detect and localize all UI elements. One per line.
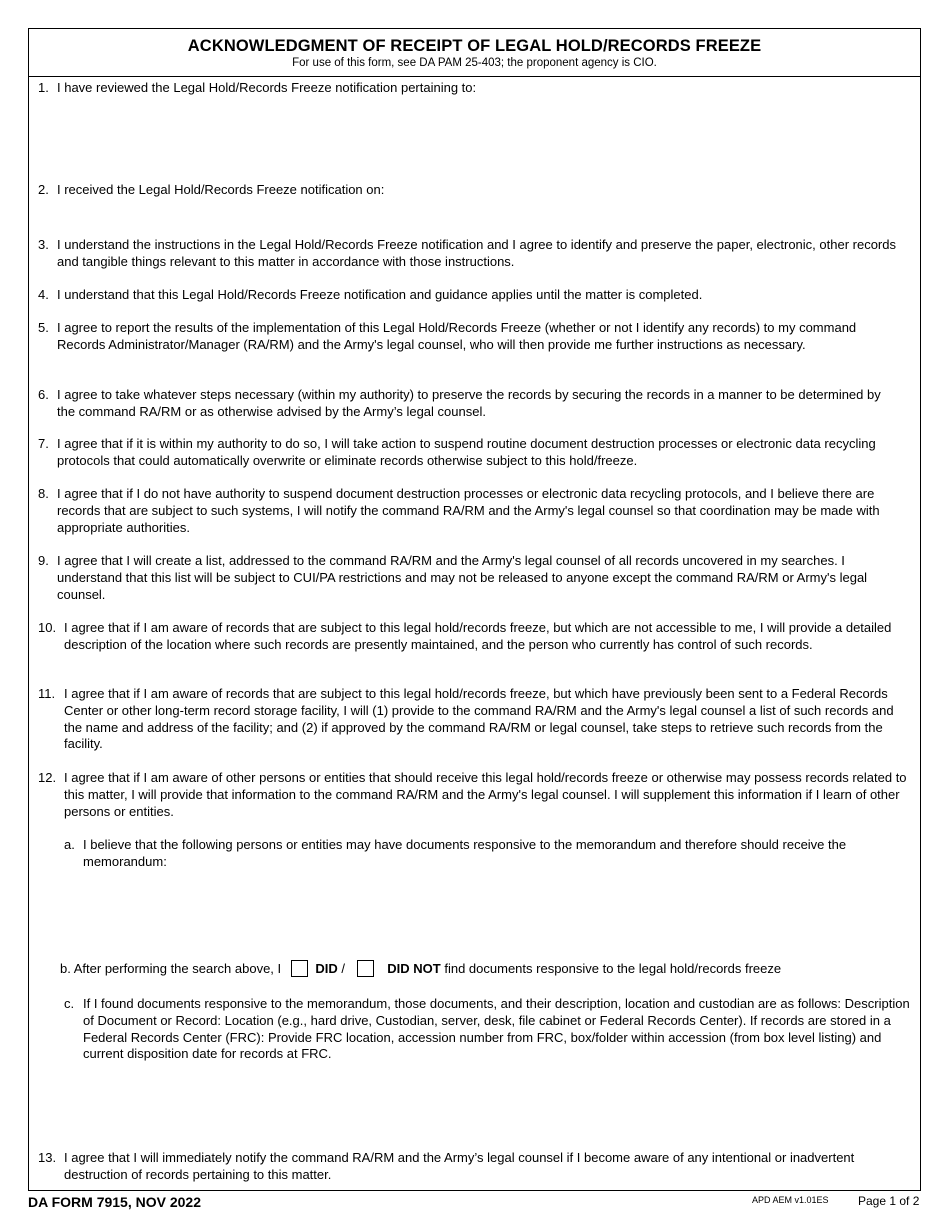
item-number: 11.	[38, 686, 56, 701]
item-6	[38, 387, 888, 421]
item-number: 6.	[38, 387, 49, 402]
item-number: 13.	[38, 1150, 57, 1165]
item-8	[38, 486, 914, 536]
item-12c	[64, 996, 910, 1063]
form-identifier: DA FORM 7915, NOV 2022	[28, 1194, 201, 1210]
page-number: Page 1 of 2	[858, 1194, 920, 1208]
item-9	[38, 553, 910, 603]
sub-item-text: If I found documents responsive to the memorandum, those documents, and their description, location and custodian are as follows: Description of Document or Record: Location (e.g., hard drive, Custodian, server, desk, file cabinet or Federal Records Center). If records are stored in a Federal Records Center (FRC): Provide FRC location, accession number from FRC, box/folder within accession (from box level listing) and current disposition date for records at FRC.	[83, 996, 910, 1062]
form-subtitle: For use of this form, see DA PAM 25-403; the proponent agency is CIO.	[292, 57, 657, 69]
item-number: 8.	[38, 486, 49, 501]
item-text: I agree to report the results of the implementation of this Legal Hold/Records Freeze (whether or not I identify any records) to my command Records Administrator/Manager (RA/RM) and the Army's legal counsel, who will then provide me further instructions as necessary.	[57, 320, 857, 352]
item-text: I received the Legal Hold/Records Freeze notification on:	[57, 182, 385, 197]
form-version: APD AEM v1.01ES	[752, 1195, 829, 1205]
item-text: I understand the instructions in the Legal Hold/Records Freeze notification and I agree to identify and preserve the paper, electronic, other records and tangible things relevant to this matter in accordance with those instructions.	[57, 237, 896, 269]
item-number: 4.	[38, 287, 49, 302]
item-text: I agree that I will immediately notify the command RA/RM and the Army’s legal counsel if I become aware of any intentional or inadvertent destruction of records pertaining to this matter.	[64, 1150, 855, 1182]
item-12c-entry-field[interactable]	[81, 1067, 909, 1145]
item-7	[38, 436, 906, 470]
item-13	[38, 1150, 888, 1184]
item-12a-entry-field[interactable]	[81, 875, 909, 947]
sub-item-suffix: find documents responsive to the legal hold/records freeze	[444, 961, 782, 976]
sub-item-label: c.	[64, 996, 75, 1011]
item-number: 5.	[38, 320, 49, 335]
item-2-date-field[interactable]	[414, 181, 904, 201]
item-12b	[60, 960, 910, 978]
sub-item-text: I believe that the following persons or entities may have documents responsive to the memorandum and therefore should receive the memorandum:	[83, 837, 847, 869]
item-number: 3.	[38, 237, 49, 252]
item-4	[38, 287, 910, 304]
item-text: I agree that if I do not have authority to suspend document destruction processes or electronic data recycling protocols, and I believe there are records that are subject to such systems, I will notify the command RA/RM and the Army's legal counsel so that coordination may be made with appropriate authorities.	[57, 486, 880, 535]
item-12	[38, 770, 914, 820]
item-3	[38, 237, 913, 271]
sub-item-label: a.	[64, 837, 75, 852]
item-1	[38, 80, 910, 97]
item-text: I have reviewed the Legal Hold/Records Freeze notification pertaining to:	[57, 80, 477, 95]
item-text: I agree that I will create a list, addressed to the command RA/RM and the Army's legal counsel of all records uncovered in my searches. I understand that this list will be subject to CUI/PA restrictions and may not be released to anyone except the command RA/RM or Army's legal counsel.	[57, 553, 868, 602]
item-11	[38, 686, 906, 753]
item-text: I agree to take whatever steps necessary (within my authority) to preserve the records by securing the records in a manner to be determined by the command RA/RM or as otherwise advised by the Army’s legal counsel.	[57, 387, 881, 419]
item-text: I understand that this Legal Hold/Records Freeze notification and guidance applies until the matter is completed.	[57, 287, 703, 302]
item-5	[38, 320, 888, 354]
item-text: I agree that if it is within my authority to do so, I will take action to suspend routine document destruction processes or electronic data recycling protocols that could automatically overwrite or eliminate records otherwise subject to this hold/freeze.	[57, 436, 876, 468]
item-number: 7.	[38, 436, 49, 451]
item-12a	[64, 837, 909, 871]
sub-item-label: b.	[60, 961, 71, 976]
item-text: I agree that if I am aware of records that are subject to this legal hold/records freeze, but which have previously been sent to a Federal Records Center or other long-term record storage facility, I will (1) provide to the command RA/RM and the Army's legal counsel a list of such records and the name and address of the facility; and (2) if approved by the command RA/RM or legal counsel, take steps to retrieve such records from the facility.	[64, 686, 894, 752]
did-not-label: DID NOT	[387, 961, 441, 976]
did-not-checkbox[interactable]	[357, 960, 374, 977]
form-header	[29, 29, 920, 77]
item-number: 9.	[38, 553, 49, 568]
form-title: ACKNOWLEDGMENT OF RECEIPT OF LEGAL HOLD/RECORDS FREEZE	[187, 37, 762, 55]
item-10	[38, 620, 906, 654]
item-number: 10.	[38, 620, 57, 635]
did-label: DID	[315, 961, 338, 976]
did-checkbox[interactable]	[291, 960, 308, 977]
item-text: I agree that if I am aware of other persons or entities that should receive this legal hold/records freeze or otherwise may possess records related to this matter, I will provide that information to the command RA/RM and the Army's legal counsel. I will supplement this information if I learn of other persons or entities.	[64, 770, 907, 819]
form-frame	[28, 28, 921, 1191]
item-number: 12.	[38, 770, 57, 785]
item-1-entry-field[interactable]	[57, 101, 907, 177]
item-text: I agree that if I am aware of records that are subject to this legal hold/records freeze, but which are not accessible to me, I will provide a detailed description of the location where such records are presently maintained, and the person who currently has control of such records.	[64, 620, 892, 652]
sub-item-prefix: After performing the search above, I	[73, 961, 282, 976]
item-number: 2.	[38, 182, 49, 197]
item-number: 1.	[38, 80, 49, 95]
slash-separator: /	[341, 961, 346, 976]
